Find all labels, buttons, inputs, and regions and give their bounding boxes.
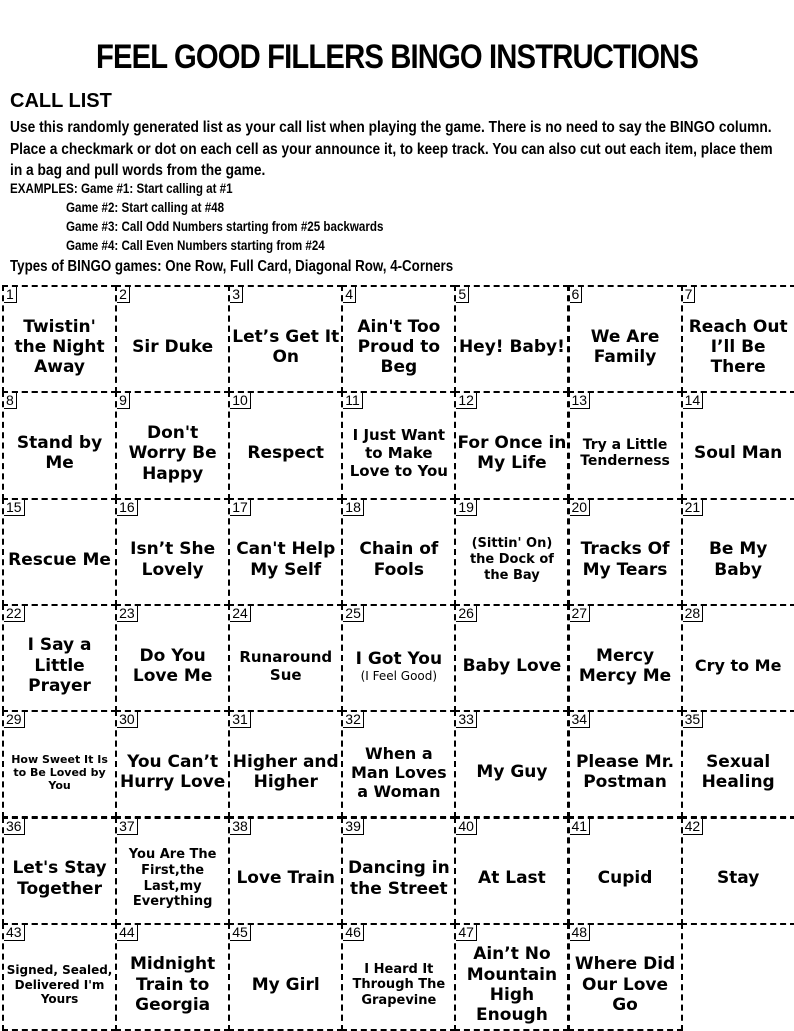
bingo-cell xyxy=(568,604,683,712)
song-title xyxy=(4,409,115,497)
cell-number: 20 xyxy=(570,500,591,516)
game-types: Types of BINGO games: One Row, Full Card, Diagonal Row, 4-Corners xyxy=(10,258,454,275)
bingo-cell xyxy=(2,498,117,606)
cell-number: 45 xyxy=(230,925,251,941)
cell-number: 17 xyxy=(230,500,251,516)
song-title-text: Baby Love xyxy=(462,655,562,676)
bingo-cell xyxy=(115,710,230,818)
call-list-heading: CALL LIST xyxy=(10,90,112,112)
song-title-text: Rescue Me xyxy=(8,549,111,570)
cell-number: 37 xyxy=(117,819,138,835)
song-title xyxy=(343,941,454,1029)
song-title xyxy=(683,516,794,604)
song-title xyxy=(343,622,454,710)
call-list-grid xyxy=(2,285,794,1028)
song-title xyxy=(117,622,228,710)
cell-number: 47 xyxy=(456,925,477,941)
song-title xyxy=(230,622,341,710)
song-title xyxy=(230,941,341,1029)
cell-number: 18 xyxy=(343,500,364,516)
cell-number: 40 xyxy=(456,819,477,835)
song-title-text: (Sittin' On) the Dock of the Bay xyxy=(469,536,554,583)
song-title-text: My Girl xyxy=(251,974,320,995)
cell-number: 8 xyxy=(4,393,17,409)
song-title-text: Higher and Higher xyxy=(232,751,339,793)
cell-number: 5 xyxy=(456,287,469,303)
song-title xyxy=(4,516,115,604)
cell-number: 33 xyxy=(456,712,477,728)
song-title-text: Dancing in the Street xyxy=(347,858,450,899)
song-title-text: For Once in My Life xyxy=(457,433,567,474)
song-title xyxy=(117,303,228,391)
song-title xyxy=(570,835,681,923)
bingo-cell xyxy=(681,604,794,712)
song-title-text: Love Train xyxy=(236,868,336,889)
song-title xyxy=(683,303,794,391)
cell-number: 42 xyxy=(683,819,704,835)
cell-number: 32 xyxy=(343,712,364,728)
song-title-text: Signed, Sealed, Delivered I'm Yours xyxy=(6,963,113,1007)
bingo-cell xyxy=(681,498,794,606)
bingo-cell xyxy=(454,710,569,818)
song-title-text: Ain’t No Mountain High Enough xyxy=(466,944,558,1026)
bingo-cell xyxy=(454,817,569,925)
song-title-text: Twistin' the Night Away xyxy=(14,316,105,378)
cell-number: 30 xyxy=(117,712,138,728)
bingo-cell xyxy=(681,817,794,925)
cell-number: 16 xyxy=(117,500,138,516)
song-title-text: I Say a Little Prayer xyxy=(27,635,92,697)
song-title xyxy=(570,941,681,1029)
cell-number: 48 xyxy=(570,925,591,941)
song-title xyxy=(4,728,115,816)
song-title-text: You Can’t Hurry Love xyxy=(120,751,226,793)
cell-number: 19 xyxy=(456,500,477,516)
song-title xyxy=(456,516,567,604)
song-title-text: We Are Family xyxy=(590,326,660,368)
song-title xyxy=(343,728,454,816)
cell-number: 13 xyxy=(570,393,591,409)
song-title xyxy=(343,409,454,497)
bingo-cell xyxy=(2,604,117,712)
bingo-cell xyxy=(115,923,230,1031)
bingo-cell xyxy=(681,391,794,499)
bingo-cell xyxy=(454,923,569,1031)
cell-number: 34 xyxy=(570,712,591,728)
song-title xyxy=(683,835,794,923)
bingo-cell xyxy=(2,391,117,499)
example-game-2: Game #2: Start calling at #48 xyxy=(66,200,225,215)
cell-number: 21 xyxy=(683,500,704,516)
song-title xyxy=(456,303,567,391)
song-title xyxy=(456,941,567,1029)
song-title-text: Do You Love Me xyxy=(132,645,213,687)
cell-number: 1 xyxy=(4,287,17,303)
song-title-text: I Got You xyxy=(355,648,443,669)
song-title xyxy=(230,728,341,816)
bingo-cell xyxy=(228,817,343,925)
instructions-paragraph: Use this randomly generated list as your call list when playing the game. There is no need to say the BINGO column. Place a checkmark or dot on each cell as your announce it, to keep track. You can also cut out each item, place them in a bag and pull words from the game. xyxy=(10,119,773,179)
song-title xyxy=(230,516,341,604)
bingo-cell xyxy=(341,285,456,393)
song-title-text: Stand by Me xyxy=(16,433,103,474)
song-title-text: Please Mr. Postman xyxy=(575,751,675,793)
cell-number: 36 xyxy=(4,819,25,835)
song-title-text: Reach Out I’ll Be There xyxy=(688,316,788,378)
bingo-cell xyxy=(115,817,230,925)
song-title-text: Be My Baby xyxy=(708,539,768,580)
song-title xyxy=(570,409,681,497)
cell-number: 28 xyxy=(683,606,704,622)
bingo-cell xyxy=(115,604,230,712)
cell-number: 38 xyxy=(230,819,251,835)
bingo-cell xyxy=(454,498,569,606)
song-title xyxy=(683,409,794,497)
song-title xyxy=(570,622,681,710)
cell-number: 27 xyxy=(570,606,591,622)
bingo-cell xyxy=(228,923,343,1031)
song-title xyxy=(117,516,228,604)
song-title-text: Sexual Healing xyxy=(701,751,775,793)
cell-number: 39 xyxy=(343,819,364,835)
cell-number: 26 xyxy=(456,606,477,622)
song-title xyxy=(683,728,794,816)
bingo-cell xyxy=(681,710,794,818)
song-title-text: You Are The First,the Last,my Everything xyxy=(128,847,217,910)
song-title-text: Ain't Too Proud to Beg xyxy=(357,316,441,378)
cell-number: 3 xyxy=(230,287,243,303)
song-title-text: I Heard It Through The Grapevine xyxy=(352,961,446,1008)
song-title-text: Cry to Me xyxy=(694,656,782,676)
song-title xyxy=(343,303,454,391)
song-title-text: How Sweet It Is to Be Loved by You xyxy=(11,752,108,792)
song-title-text: Let's Stay Together xyxy=(12,858,107,899)
song-title-text: Isn’t She Lovely xyxy=(130,539,216,580)
cell-number: 4 xyxy=(343,287,356,303)
song-title xyxy=(4,835,115,923)
bingo-cell xyxy=(454,285,569,393)
song-title xyxy=(343,835,454,923)
song-title xyxy=(570,728,681,816)
song-title xyxy=(456,409,567,497)
song-title-text: Tracks Of My Tears xyxy=(580,539,670,580)
cell-number: 22 xyxy=(4,606,25,622)
song-title-text: When a Man Loves a Woman xyxy=(351,743,447,801)
cell-number: 44 xyxy=(117,925,138,941)
song-title-text: Let’s Get It On xyxy=(232,326,340,368)
song-title xyxy=(456,622,567,710)
bingo-cell xyxy=(228,604,343,712)
song-subtitle: (I Feel Good) xyxy=(360,669,438,684)
song-title-text: Where Did Our Love Go xyxy=(574,954,676,1016)
cell-number: 24 xyxy=(230,606,251,622)
cell-number: 31 xyxy=(230,712,251,728)
song-title xyxy=(230,835,341,923)
song-title xyxy=(683,622,794,710)
song-title-text: Cupid xyxy=(597,868,653,889)
bingo-cell xyxy=(341,391,456,499)
song-title-text: Don't Worry Be Happy xyxy=(128,422,217,484)
cell-number: 25 xyxy=(343,606,364,622)
bingo-cell xyxy=(2,923,117,1031)
song-title-text: My Guy xyxy=(476,762,548,783)
cell-number: 23 xyxy=(117,606,138,622)
song-title xyxy=(4,303,115,391)
bingo-cell xyxy=(568,285,683,393)
cell-number: 9 xyxy=(117,393,130,409)
cell-number: 43 xyxy=(4,925,25,941)
cell-number: 11 xyxy=(343,393,363,409)
song-title-text: Soul Man xyxy=(694,443,783,464)
cell-number: 35 xyxy=(683,712,704,728)
song-title-text: Chain of Fools xyxy=(359,539,439,580)
song-title xyxy=(570,303,681,391)
bingo-cell xyxy=(341,817,456,925)
song-title xyxy=(343,516,454,604)
song-title-text: Mercy Mercy Me xyxy=(578,645,672,687)
bingo-cell xyxy=(341,710,456,818)
bingo-cell xyxy=(2,817,117,925)
song-title-text: Try a Little Tenderness xyxy=(580,436,670,470)
bingo-cell xyxy=(341,923,456,1031)
bingo-cell xyxy=(568,391,683,499)
cell-number: 29 xyxy=(4,712,25,728)
page-title: FEEL GOOD FILLERS BINGO INSTRUCTIONS xyxy=(95,38,699,76)
bingo-cell xyxy=(341,498,456,606)
bingo-cell xyxy=(454,391,569,499)
bingo-cell xyxy=(454,604,569,712)
song-title xyxy=(4,941,115,1029)
song-title xyxy=(230,303,341,391)
example-game-4: Game #4: Call Even Numbers starting from #24 xyxy=(66,238,325,253)
song-title xyxy=(117,835,228,923)
song-title xyxy=(117,409,228,497)
song-title xyxy=(117,728,228,816)
bingo-cell xyxy=(115,498,230,606)
bingo-cell xyxy=(228,710,343,818)
bingo-cell xyxy=(568,923,683,1031)
bingo-cell xyxy=(568,498,683,606)
song-title xyxy=(4,622,115,710)
cell-number: 14 xyxy=(683,393,704,409)
bingo-cell xyxy=(2,285,117,393)
bingo-cell xyxy=(2,710,117,818)
song-title-text: Hey! Baby! xyxy=(458,336,565,357)
song-title xyxy=(230,409,341,497)
bingo-cell xyxy=(115,285,230,393)
song-title xyxy=(456,728,567,816)
song-title xyxy=(570,516,681,604)
song-title-text: Sir Duke xyxy=(132,336,214,357)
cell-number: 6 xyxy=(570,287,583,303)
bingo-cell xyxy=(228,285,343,393)
song-title-text: Can't Help My Self xyxy=(236,539,336,580)
bingo-cell xyxy=(228,391,343,499)
song-title-text: Runaround Sue xyxy=(239,648,333,685)
cell-number: 46 xyxy=(343,925,364,941)
song-title xyxy=(117,941,228,1029)
song-title-text: At Last xyxy=(478,868,546,889)
cell-number: 41 xyxy=(570,819,591,835)
example-game-1: EXAMPLES: Game #1: Start calling at #1 xyxy=(10,181,233,196)
bingo-cell xyxy=(681,285,794,393)
cell-number: 15 xyxy=(4,500,25,516)
song-title-text: Midnight Train to Georgia xyxy=(130,954,216,1016)
bingo-cell xyxy=(341,604,456,712)
cell-number: 12 xyxy=(456,393,477,409)
bingo-cell xyxy=(228,498,343,606)
cell-number: 7 xyxy=(683,287,696,303)
song-title-text: Stay xyxy=(716,868,760,889)
cell-number: 10 xyxy=(230,393,251,409)
song-title-text: I Just Want to Make Love to You xyxy=(349,426,448,481)
song-title-text: Respect xyxy=(247,443,325,464)
bingo-cell xyxy=(568,710,683,818)
bingo-cell xyxy=(115,391,230,499)
cell-number: 2 xyxy=(117,287,130,303)
bingo-cell xyxy=(568,817,683,925)
example-game-3: Game #3: Call Odd Numbers starting from #25 backwards xyxy=(66,219,384,234)
song-title xyxy=(456,835,567,923)
